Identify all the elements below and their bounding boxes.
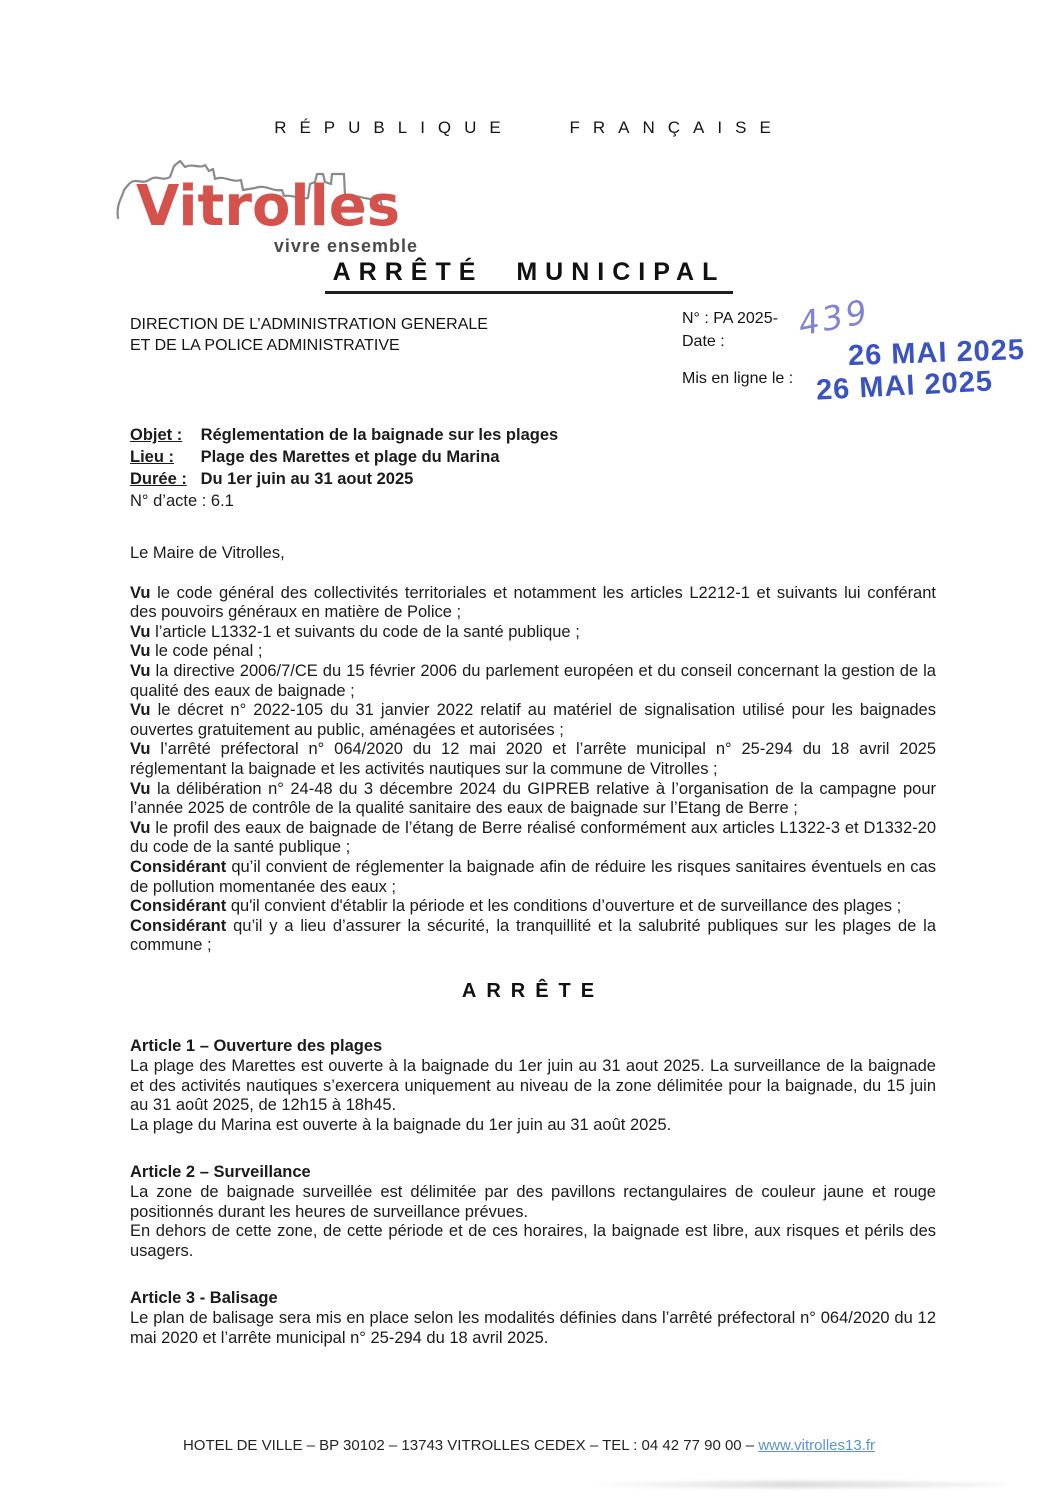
recital-lead: Vu <box>130 779 151 798</box>
recital-text: le code général des collectivités territoriales et notamment les articles L2212-1 et suivants lui conférant des pouvoirs généraux en matière de Police ; <box>130 583 936 622</box>
recital-text: qu’il convient de réglementer la baignade afin de réduire les risques sanitaires éventuels en cas de pollution momentanée des eaux ; <box>130 857 936 896</box>
recital-text: le décret n° 2022-105 du 31 janvier 2022 relatif au matériel de signalisation utilisé pour les baignades ouvertes gratuitement au public, aménagées et autorisées ; <box>130 701 936 739</box>
recital <box>130 740 936 779</box>
recital-lead: Vu <box>130 740 151 759</box>
document-title: ARRÊTÉ MUNICIPAL <box>0 258 1058 294</box>
department-line-2: ET DE LA POLICE ADMINISTRATIVE <box>130 337 400 354</box>
recital-text: qu’il y a lieu d’assurer la sécurité, la tranquillité et la salubrité publiques sur les plages de la commune ; <box>130 916 936 955</box>
lieu-label: Lieu : <box>130 448 174 466</box>
republic-line: RÉPUBLIQUE FRANÇAISE <box>274 118 784 137</box>
article-paragraph: La plage des Marettes est ouverte à la baignade du 1er juin au 31 aout 2025. La surveillance de la baignade et des activités nautiques s’exercera uniquement au niveau de la zone délimitée pour la baignade, du 15 juin au 31 août 2025, de 12h15 à 18h45. <box>130 1057 936 1115</box>
footer-website-link[interactable]: www.vitrolles13.fr <box>758 1437 876 1454</box>
recital <box>130 780 936 819</box>
acte-line <box>130 490 558 512</box>
recital <box>130 623 936 643</box>
date-stamp: 26 MAI 2025 <box>847 333 1026 373</box>
duree-value: Du 1er juin au 31 aout 2025 <box>200 470 414 488</box>
article-3 <box>130 1289 936 1348</box>
online-label: Mis en ligne le : <box>682 370 794 387</box>
recital-lead: Vu <box>130 818 151 837</box>
logo-wordmark: Vitrolles <box>136 174 401 239</box>
recital <box>130 858 936 897</box>
subject-block <box>130 424 558 512</box>
acte-label: N° d’acte : <box>130 492 207 510</box>
article-paragraph: En dehors de cette zone, de cette période et de ces horaires, la baignade est libre, aux risques et périls des usagers. <box>130 1222 936 1260</box>
lieu-line <box>130 446 558 468</box>
article-title: Article 1 – Ouverture des plages <box>130 1037 383 1056</box>
acte-value: 6.1 <box>210 492 234 510</box>
date-label: Date : <box>682 333 725 350</box>
duree-line <box>130 468 558 490</box>
recital-lead: Considérant <box>130 916 227 935</box>
recital-text: le code pénal ; <box>155 642 263 661</box>
vitrolles-logo <box>126 142 436 262</box>
recital <box>130 897 936 917</box>
recital-text: la délibération n° 24-48 du 3 décembre 2024 du GIPREB relative à l’organisation de la campagne pour l’année 2025 de contrôle de la qualité sanitaire des eaux de baignade sur l’Etang de Berre ; <box>130 779 936 818</box>
online-stamp: 26 MAI 2025 <box>815 365 994 407</box>
article-paragraph: Le plan de balisage sera mis en place selon les modalités définies dans l’arrêté préfectoral n° 064/2020 du 12 mai 2020 et l’arrête municipal n° 25-294 du 18 avril 2025. <box>130 1309 936 1347</box>
footer <box>0 1437 1058 1454</box>
recital-text: la directive 2006/7/CE du 15 février 2006 du parlement européen et du conseil concernant la gestion de la qualité des eaux de baignade ; <box>130 661 936 700</box>
recital <box>130 917 936 956</box>
articles <box>130 1037 936 1348</box>
article-2 <box>130 1163 936 1261</box>
recital-lead: Vu <box>130 661 151 680</box>
recital-lead: Considérant <box>130 897 227 916</box>
objet-line <box>130 424 558 446</box>
recital <box>130 701 936 740</box>
article-title: Article 3 - Balisage <box>130 1289 278 1308</box>
recital-text: le profil des eaux de baignade de l’étang de Berre réalisé conformément aux articles L1322-3 et D1332-20 du code de la santé publique ; <box>130 818 936 857</box>
date-line <box>682 333 1058 373</box>
department-block <box>130 314 488 356</box>
number-label: N° : PA 2025- <box>682 310 778 327</box>
meta-block <box>682 291 1058 407</box>
recital-text: l’arrêté préfectoral n° 064/2020 du 12 mai 2020 et l’arrête municipal n° 25-294 du 18 avril 2025 réglementant la baignade et les activités nautiques sur la commune de Vitrolles ; <box>130 740 936 778</box>
recital-lead: Vu <box>130 622 151 641</box>
recital-text: qu'il convient d'établir la période et les conditions d’ouverture et de surveillance des plages ; <box>230 897 902 916</box>
online-line <box>682 365 1058 407</box>
footer-text: HOTEL DE VILLE – BP 30102 – 13743 VITROLLES CEDEX – TEL : 04 42 77 90 00 – <box>182 1437 759 1454</box>
recital <box>130 584 936 623</box>
recital-lead: Considérant <box>130 857 227 876</box>
handwritten-number: 439 <box>794 291 874 344</box>
article-paragraph: La zone de baignade surveillée est délimitée par des pavillons rectangulaires de couleur jaune et rouge positionnés durant les heures de surveillance prévues. <box>130 1183 936 1221</box>
recital <box>130 662 936 701</box>
recital-lead: Vu <box>130 701 151 720</box>
recital <box>130 819 936 858</box>
recital-lead: Vu <box>130 642 151 661</box>
recital <box>130 642 936 662</box>
scan-artifact <box>578 1481 1008 1488</box>
department-line-1: DIRECTION DE L’ADMINISTRATION GENERALE <box>130 316 488 333</box>
article-paragraph: La plage du Marina est ouverte à la baignade du 1er juin au 31 août 2025. <box>130 1115 672 1134</box>
objet-label: Objet : <box>130 426 183 444</box>
recital-lead: Vu <box>130 583 151 602</box>
decree-heading: ARRÊTE <box>461 979 605 1002</box>
document-body <box>130 544 936 1348</box>
duree-label: Durée : <box>130 470 187 488</box>
objet-value: Réglementation de la baignade sur les plages <box>200 426 559 444</box>
opening-line: Le Maire de Vitrolles, <box>130 544 285 562</box>
lieu-value: Plage des Marettes et plage du Marina <box>200 448 500 466</box>
recital-text: l’article L1332-1 et suivants du code de la santé publique ; <box>155 622 580 641</box>
article-title: Article 2 – Surveillance <box>130 1163 311 1182</box>
article-1 <box>130 1037 936 1135</box>
logo-tagline: vivre ensemble <box>273 236 418 256</box>
